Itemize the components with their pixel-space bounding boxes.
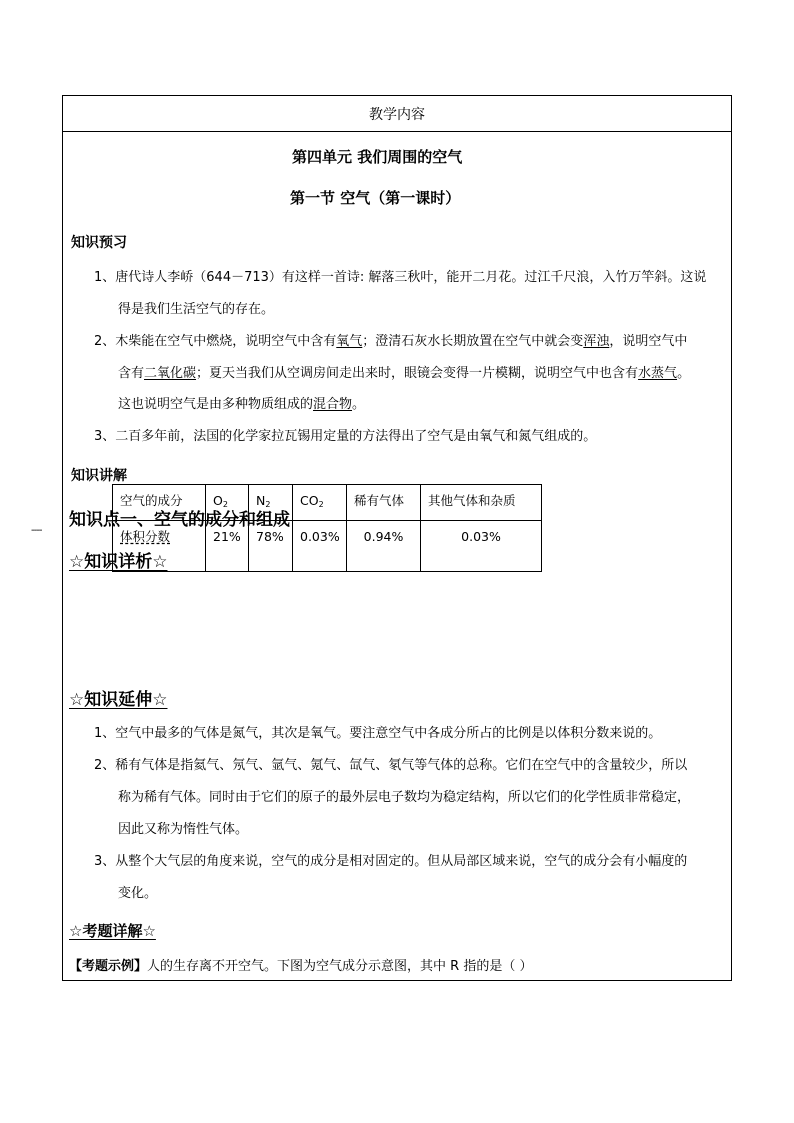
- analysis-label: ☆知识详析☆: [69, 552, 168, 572]
- extend-item-3-line-2: 变化。: [118, 886, 158, 901]
- extend-item-3-line-1: 3、从整个大气层的角度来说，空气的成分是相对固定的。但从局部区域来说，空气的成分会有小幅度的: [94, 854, 688, 869]
- cell-n2: 78%: [249, 521, 293, 572]
- answer-co2: 二氧化碳: [144, 366, 197, 381]
- header-co2: $CO_2$: [293, 485, 347, 521]
- side-mark: ----: [31, 525, 42, 536]
- unit-title: 第四单元 我们周围的空气: [292, 148, 463, 166]
- preview-item-3: 3、二百多年前，法国的化学家拉瓦锡用定量的方法得出了空气是由氧气和氮气组成的。: [94, 429, 597, 444]
- exam-example: [69, 959, 532, 975]
- content-header: 教学内容: [63, 96, 731, 132]
- answer-turbid: 浑浊: [583, 334, 610, 349]
- text: 。: [352, 397, 366, 412]
- text: 2、木柴能在空气中燃烧，说明空气中含有: [94, 334, 337, 349]
- header-other: 其他气体和杂质: [421, 485, 542, 521]
- text: 这也说明空气是由多种物质组成的: [118, 397, 314, 412]
- preview-label: 知识预习: [71, 235, 127, 251]
- text: 。: [677, 366, 691, 381]
- preview-item-1-line-2: 得是我们生活空气的存在。: [118, 302, 275, 317]
- preview-item-1-line-1: 1、唐代诗人李峤（644－713）有这样一首诗: 解落三秋叶，能开二月花。过江千尺浪，入竹万竿斜。这说: [94, 270, 707, 285]
- explain-label: 知识讲解: [71, 468, 127, 484]
- air-composition-table: [112, 484, 542, 572]
- exam-question: 人的生存离不开空气。下图为空气成分示意图，其中 R 指的是（ ）: [147, 959, 533, 974]
- extend-item-2-line-1: 2、稀有气体是指氦气、氖气、氩气、氪气、氙气、氡气等气体的总称。它们在空气中的含量较少，所以: [94, 758, 688, 773]
- section-title: 第一节 空气（第一课时）: [290, 189, 461, 207]
- header-component: 空气的成分: [113, 485, 206, 521]
- text: ；夏天当我们从空调房间走出来时，眼镜会变得一片模糊，说明空气中也含有: [196, 366, 639, 381]
- preview-item-2-line-1: [94, 334, 687, 350]
- preview-item-2-line-2: [118, 366, 690, 382]
- cell-o2: 21%: [206, 521, 249, 572]
- table-header-row: [113, 485, 542, 521]
- answer-mixture: 混合物: [313, 397, 353, 412]
- table-row-volume: [113, 521, 542, 572]
- text: 含有: [118, 366, 145, 381]
- preview-item-2-line-3: [118, 397, 365, 413]
- header-n2: $N_2$: [249, 485, 293, 521]
- cell-rare-gas: 0.94%: [347, 521, 421, 572]
- header-rare-gas: 稀有气体: [347, 485, 421, 521]
- extend-item-2-line-3: 因此又称为惰性气体。: [118, 822, 249, 837]
- text: ，说明空气中: [609, 334, 688, 349]
- cell-co2: 0.03%: [293, 521, 347, 572]
- knowledge-point-1-title: 知识点一、空气的成分和组成: [69, 510, 290, 530]
- text: ；澄清石灰水长期放置在空气中就会变: [362, 334, 584, 349]
- exam-tag: 【考题示例】: [69, 959, 148, 974]
- extend-item-1: 1、空气中最多的气体是氮气，其次是氧气。要注意空气中各成分所占的比例是以体积分数来说的。: [94, 726, 662, 741]
- header-o2: $O_2$: [206, 485, 249, 521]
- extend-item-2-line-2: 称为稀有气体。同时由于它们的原子的最外层电子数均为稳定结构，所以它们的化学性质非常稳定，: [118, 790, 691, 805]
- exam-label: ☆考题详解☆: [69, 922, 156, 940]
- answer-oxygen: 氧气: [336, 334, 363, 349]
- extend-label: ☆知识延伸☆: [69, 690, 168, 710]
- answer-water-vapor: 水蒸气: [638, 366, 678, 381]
- cell-other: 0.03%: [421, 521, 542, 572]
- row-label: 体积分数: [113, 521, 206, 572]
